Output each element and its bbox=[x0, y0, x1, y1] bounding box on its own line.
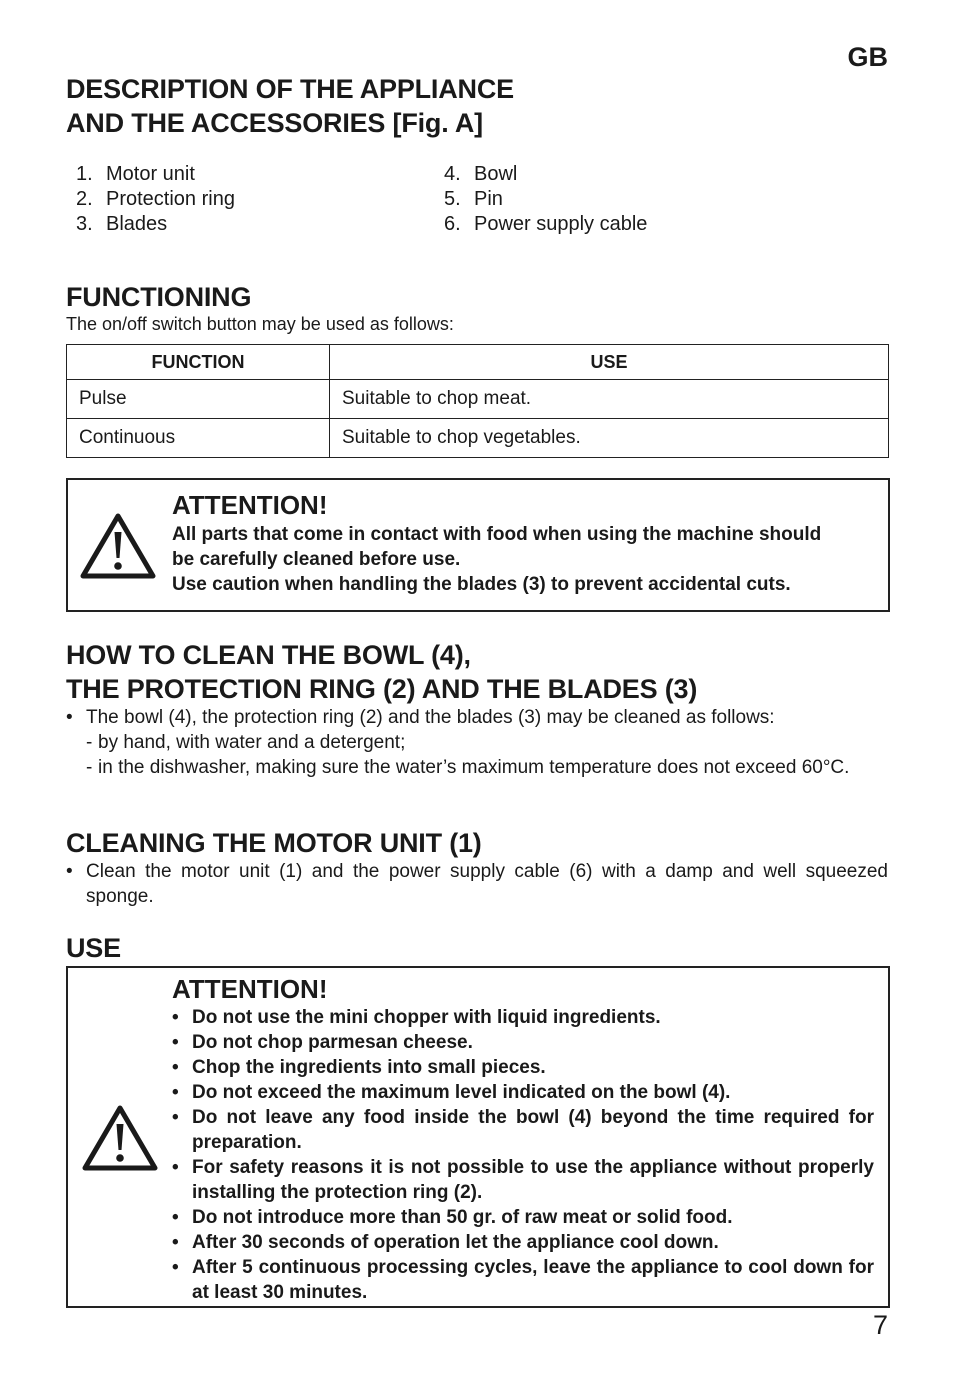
list-item bbox=[172, 1030, 874, 1055]
list-item bbox=[172, 1005, 874, 1030]
description-title-line1: DESCRIPTION OF THE APPLIANCE bbox=[66, 74, 514, 104]
cleaning-bowl-title bbox=[66, 638, 697, 706]
table-header-row bbox=[67, 345, 889, 380]
part-label: Protection ring bbox=[106, 188, 235, 210]
list-item bbox=[66, 859, 888, 909]
cleaning-bowl-title-line1: HOW TO CLEAN THE BOWL (4), bbox=[66, 640, 471, 670]
list-item bbox=[172, 1230, 874, 1255]
bullet-marker: • bbox=[172, 1257, 179, 1278]
list-item bbox=[444, 187, 647, 212]
attention-text bbox=[172, 522, 874, 597]
table-cell-function: Pulse bbox=[67, 380, 330, 419]
part-number: 2. bbox=[76, 188, 93, 210]
attention-line: be carefully cleaned before use. bbox=[172, 549, 461, 570]
sub-item bbox=[66, 730, 888, 755]
parts-list-left bbox=[76, 162, 235, 237]
bullet-marker: • bbox=[172, 1057, 179, 1078]
table-cell-function: Continuous bbox=[67, 419, 330, 458]
use-attention-box bbox=[66, 966, 890, 1308]
cleaning-bowl-instructions bbox=[66, 705, 888, 780]
list-item-text: Do not use the mini chopper with liquid ingredients. bbox=[192, 1007, 661, 1028]
part-label: Motor unit bbox=[106, 163, 195, 185]
list-item bbox=[172, 1155, 874, 1205]
function-table bbox=[66, 344, 889, 458]
attention-box bbox=[66, 478, 890, 612]
sub-item-text: in the dishwasher, making sure the water’s maximum temperature does not exceed 60°C. bbox=[98, 757, 850, 778]
list-item-text: The bowl (4), the protection ring (2) and the blades (3) may be cleaned as follows: bbox=[86, 707, 775, 728]
description-title-line2: AND THE ACCESSORIES [Fig. A] bbox=[66, 108, 483, 138]
bullet-marker: • bbox=[172, 1207, 179, 1228]
attention-title: ATTENTION! bbox=[172, 490, 328, 520]
table-cell-use: Suitable to chop meat. bbox=[330, 380, 889, 419]
list-item-text: After 5 continuous processing cycles, leave the appliance to cool down for at least 30 minutes. bbox=[192, 1257, 874, 1303]
list-item bbox=[172, 1205, 874, 1230]
table-row bbox=[67, 419, 889, 458]
bullet-marker: • bbox=[172, 1232, 179, 1253]
list-item-text: Clean the motor unit (1) and the power supply cable (6) with a damp and well squeezed sponge. bbox=[86, 861, 888, 907]
bullet-marker: • bbox=[66, 707, 73, 728]
list-item bbox=[66, 705, 888, 730]
dash-marker: - bbox=[86, 732, 93, 753]
attention-line: All parts that come in contact with food when using the machine should bbox=[172, 524, 822, 545]
cleaning-bowl-title-line2: THE PROTECTION RING (2) AND THE BLADES (3) bbox=[66, 674, 698, 704]
sub-item-text: by hand, with water and a detergent; bbox=[98, 732, 406, 753]
bullet-marker: • bbox=[172, 1032, 179, 1053]
list-item bbox=[172, 1080, 874, 1105]
part-label: Blades bbox=[106, 213, 168, 235]
list-item-text: Chop the ingredients into small pieces. bbox=[192, 1057, 546, 1078]
cleaning-motor-instructions bbox=[66, 859, 888, 909]
warning-triangle-icon bbox=[80, 512, 156, 580]
page-number: 7 bbox=[872, 1310, 888, 1340]
list-item-text: Do not chop parmesan cheese. bbox=[192, 1032, 473, 1053]
list-item bbox=[444, 212, 647, 237]
table-header-function: FUNCTION bbox=[67, 345, 330, 380]
use-warning-list bbox=[172, 1005, 874, 1305]
part-number: 6. bbox=[444, 213, 461, 235]
bullet-marker: • bbox=[172, 1082, 179, 1103]
use-title: USE bbox=[66, 933, 121, 963]
list-item bbox=[444, 162, 647, 187]
use-attention-title: ATTENTION! bbox=[172, 974, 328, 1004]
use-attention-text bbox=[172, 1005, 874, 1305]
part-number: 4. bbox=[444, 163, 461, 185]
language-code: GB bbox=[847, 42, 888, 72]
list-item-text: Do not introduce more than 50 gr. of raw meat or solid food. bbox=[192, 1207, 733, 1228]
bullet-marker: • bbox=[172, 1157, 179, 1178]
list-item bbox=[76, 212, 235, 237]
warning-triangle-icon bbox=[82, 1104, 158, 1172]
table-header-use: USE bbox=[330, 345, 889, 380]
part-label: Power supply cable bbox=[474, 213, 648, 235]
list-item bbox=[172, 1255, 874, 1305]
part-label: Pin bbox=[474, 188, 503, 210]
list-item-text: Do not exceed the maximum level indicated on the bowl (4). bbox=[192, 1082, 731, 1103]
part-label: Bowl bbox=[474, 163, 518, 185]
functioning-title: FUNCTIONING bbox=[66, 282, 252, 312]
sub-item bbox=[66, 755, 888, 780]
part-number: 3. bbox=[76, 213, 93, 235]
attention-line: Use caution when handling the blades (3) to prevent accidental cuts. bbox=[172, 574, 791, 595]
functioning-intro: The on/off switch button may be used as follows: bbox=[66, 314, 454, 334]
list-item bbox=[172, 1055, 874, 1080]
bullet-marker: • bbox=[172, 1107, 179, 1128]
part-number: 1. bbox=[76, 163, 93, 185]
bullet-marker: • bbox=[172, 1007, 179, 1028]
list-item bbox=[172, 1105, 874, 1155]
list-item-text: Do not leave any food inside the bowl (4) beyond the time required for preparation. bbox=[192, 1107, 874, 1153]
bullet-marker: • bbox=[66, 861, 73, 882]
list-item-text: For safety reasons it is not possible to use the appliance without properly installing the protection ring (2). bbox=[192, 1157, 874, 1203]
table-cell-use: Suitable to chop vegetables. bbox=[330, 419, 889, 458]
list-item bbox=[76, 187, 235, 212]
table-row bbox=[67, 380, 889, 419]
description-title bbox=[66, 72, 514, 140]
list-item-text: After 30 seconds of operation let the appliance cool down. bbox=[192, 1232, 719, 1253]
part-number: 5. bbox=[444, 188, 461, 210]
dash-marker: - bbox=[86, 757, 93, 778]
list-item bbox=[76, 162, 235, 187]
parts-list-right bbox=[444, 162, 647, 237]
cleaning-motor-title: CLEANING THE MOTOR UNIT (1) bbox=[66, 828, 482, 858]
